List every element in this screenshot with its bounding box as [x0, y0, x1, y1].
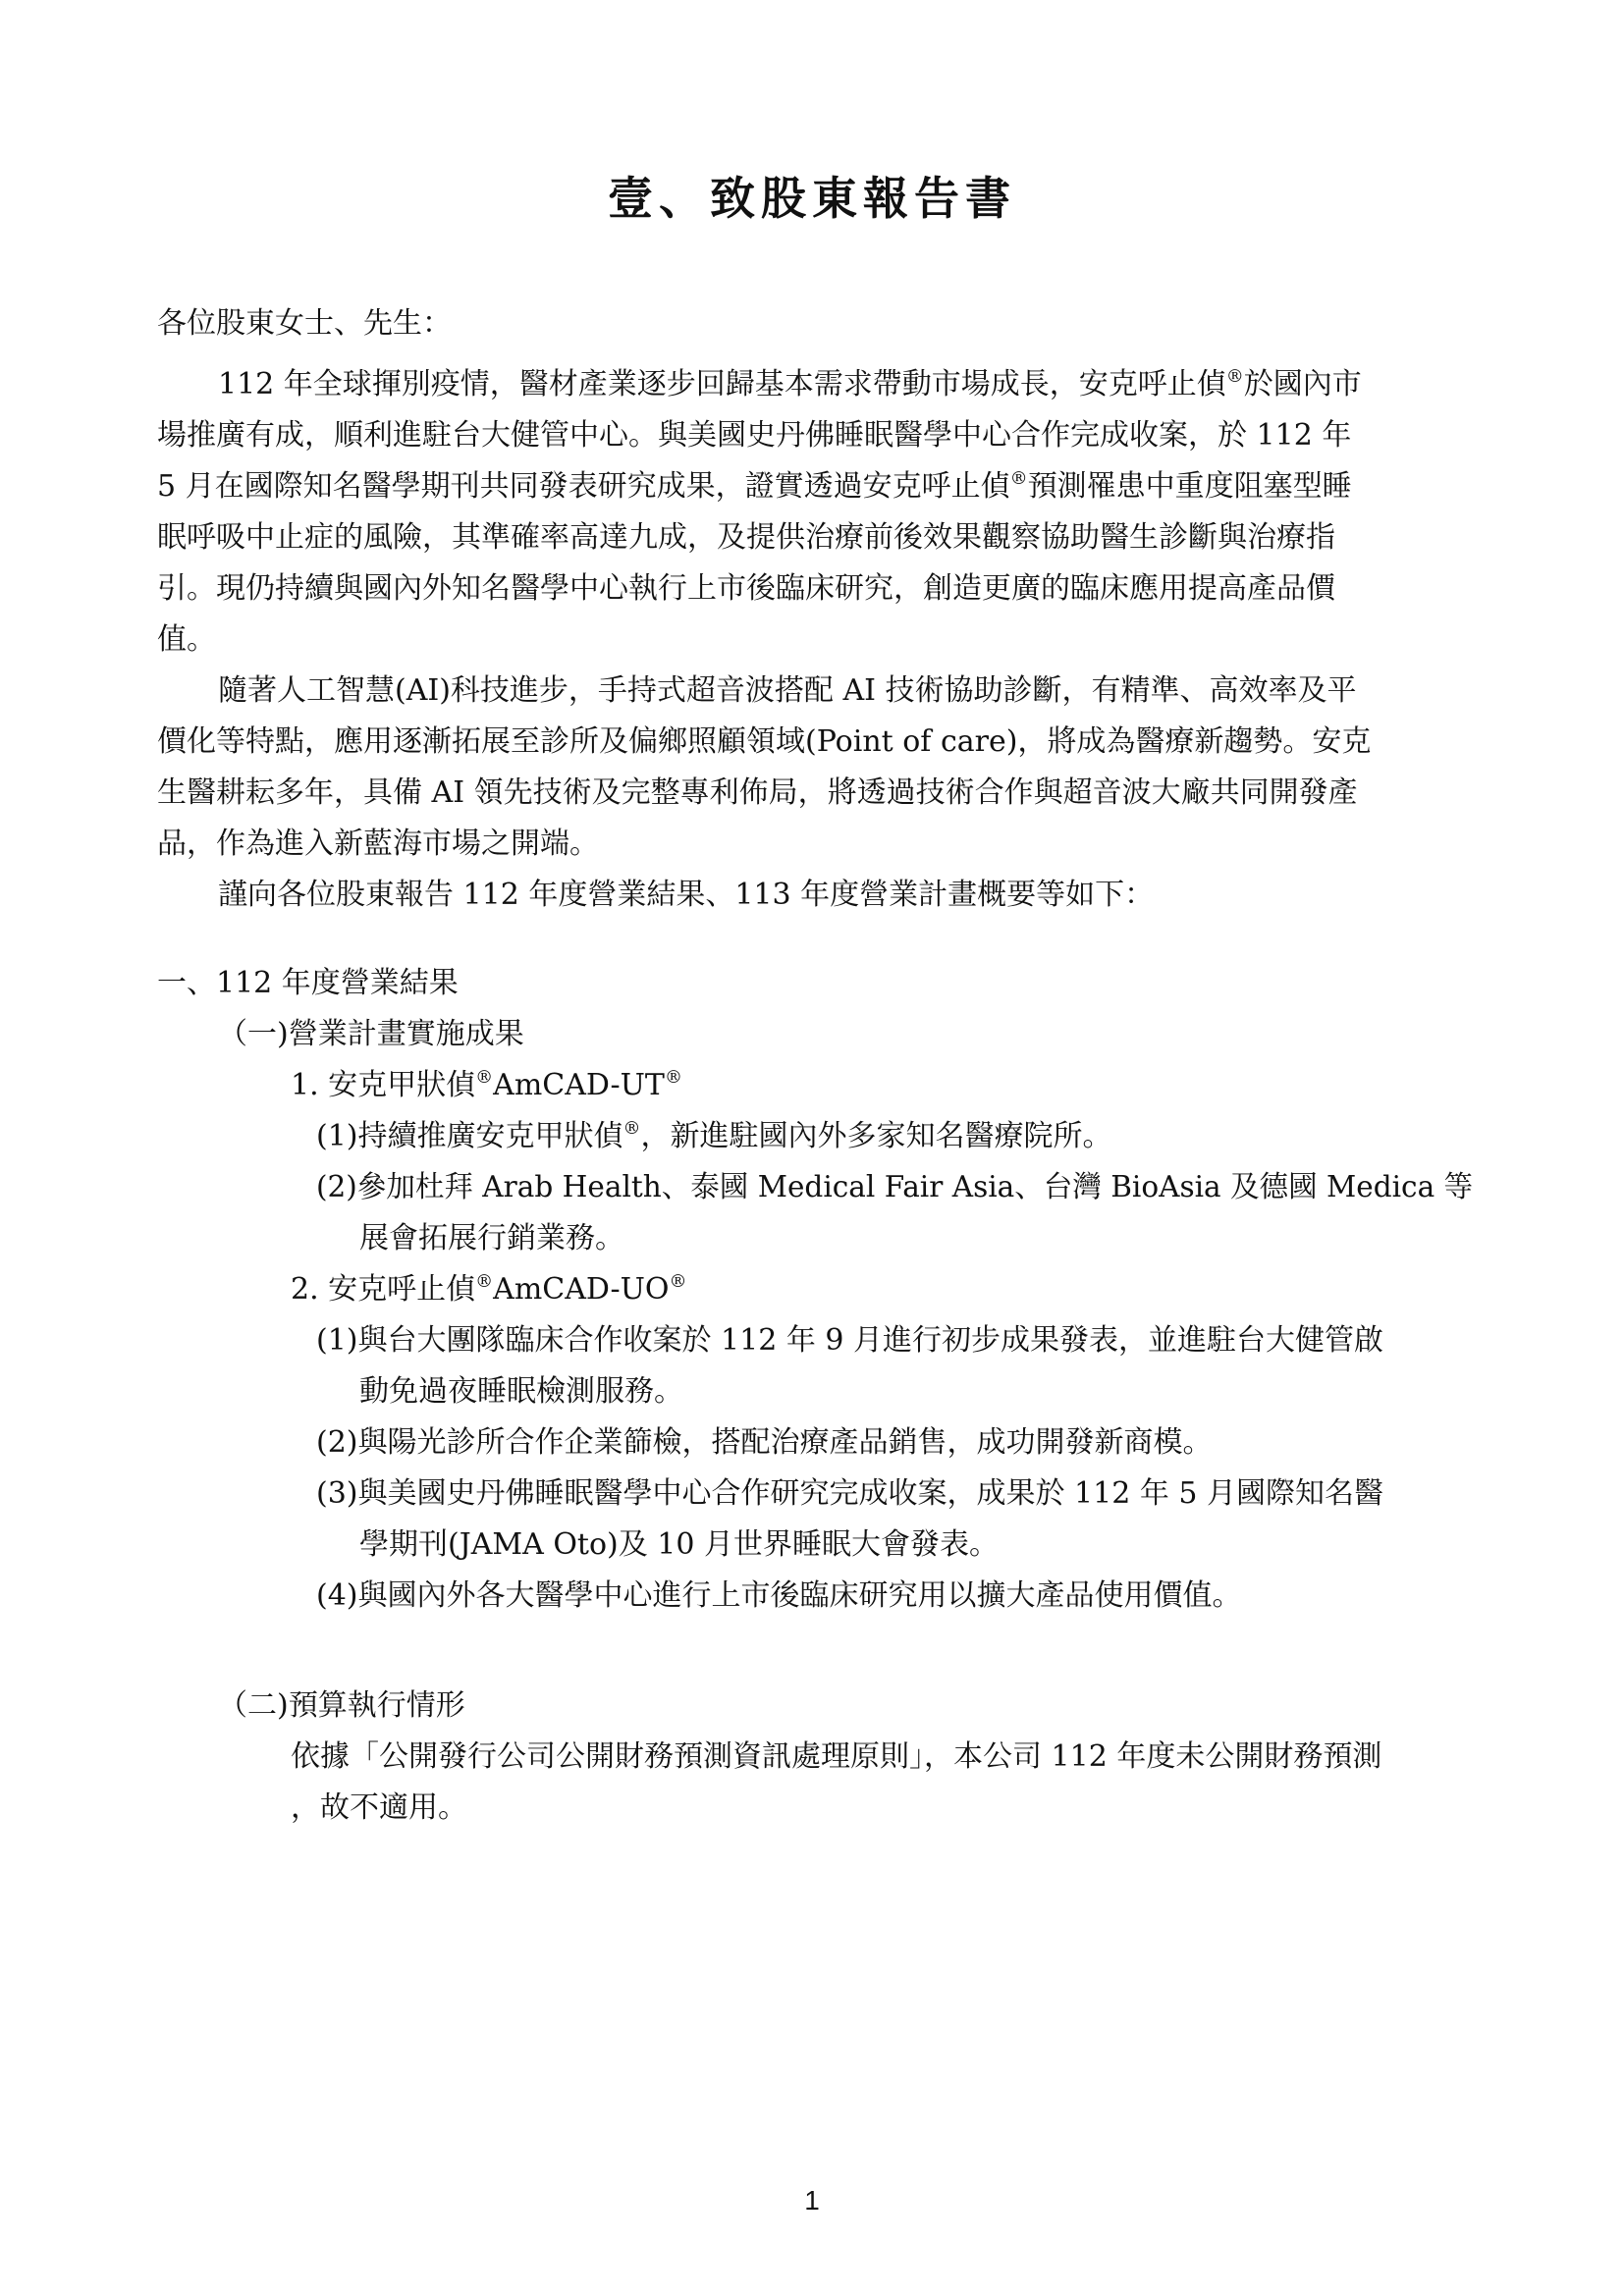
para2-line3: 生醫耕耘多年，具備 AI 領先技術及完整專利佈局，將透過技術合作與超音波大廠共同開發產 [157, 775, 1358, 810]
para2-line4: 品，作為進入新藍海市場之開端。 [157, 827, 599, 861]
registered-mark: ® [623, 1118, 641, 1139]
page-number: 1 [804, 2185, 820, 2216]
item1-point1: (1)持續推廣安克甲狀偵®，新進駐國內外多家知名醫療院所。 [316, 1118, 1112, 1153]
registered-mark: ® [669, 1271, 687, 1292]
para1-line1: 112 年全球揮別疫情，醫材產業逐步回歸基本需求帶動市場成長，安克呼止偵®於國內市 [218, 366, 1362, 401]
page-title: 壹、致股東報告書 [608, 172, 1016, 225]
para1-line4: 眠呼吸中止症的風險，其準確率高達九成，及提供治療前後效果觀察協助醫生診斷與治療指 [157, 520, 1335, 555]
item2-title: 2. 安克呼止偵®AmCAD-UO® [291, 1271, 687, 1307]
para3: 謹向各位股東報告 112 年度營業結果、113 年度營業計畫概要等如下： [218, 878, 1155, 912]
para1-line2: 場推廣有成，順利進駐台大健管中心。與美國史丹佛睡眠醫學中心合作完成收案，於 112 年 [157, 418, 1352, 453]
section1-sub1: （一)營業計畫實施成果 [218, 1017, 524, 1051]
para1-line3: 5 月在國際知名醫學期刊共同發表研究成果，證實透過安克呼止偵®預測罹患中重度阻塞型睡 [157, 468, 1352, 504]
item1-point2-line2: 展會拓展行銷業務。 [359, 1221, 624, 1255]
para1-line5: 引。現仍持續與國內外知名醫學中心執行上市後臨床研究，創造更廣的臨床應用提高產品價 [157, 571, 1335, 606]
budget-line2: ，故不適用。 [291, 1790, 467, 1825]
item1-point2-line1: (2)參加杜拜 Arab Health、泰國 Medical Fair Asia、台灣 BioAsia 及德國 Medica 等 [316, 1170, 1474, 1204]
item2-point4: (4)與國內外各大醫學中心進行上市後臨床研究用以擴大產品使用價值。 [316, 1578, 1242, 1613]
item2-point3-line2: 學期刊(JAMA Oto)及 10 月世界睡眠大會發表。 [359, 1527, 999, 1562]
registered-mark: ® [475, 1067, 494, 1088]
registered-mark: ® [664, 1067, 682, 1088]
item2-point2: (2)與陽光診所合作企業篩檢，搭配治療產品銷售，成功開發新商模。 [316, 1425, 1213, 1460]
item2-point1-line2: 動免過夜睡眠檢測服務。 [359, 1374, 683, 1409]
registered-mark: ® [475, 1271, 494, 1292]
para2-line2: 價化等特點，應用逐漸拓展至診所及偏鄉照顧領域(Point of care)，將成為醫療新趨勢。安克 [157, 724, 1372, 759]
section1-heading: 一、112 年度營業結果 [157, 966, 459, 1000]
para2-line1: 隨著人工智慧(AI)科技進步，手持式超音波搭配 AI 技術協助診斷，有精準、高效率及平 [218, 673, 1357, 708]
item2-point1-line1: (1)與台大團隊臨床合作收案於 112 年 9 月進行初步成果發表，並進駐台大健管啟 [316, 1323, 1383, 1358]
item1-title: 1. 安克甲狀偵®AmCAD-UT® [291, 1067, 682, 1102]
registered-mark: ® [1009, 468, 1028, 489]
item2-point3-line1: (3)與美國史丹佛睡眠醫學中心合作研究完成收案，成果於 112 年 5 月國際知名醫 [316, 1476, 1383, 1511]
para1-line6: 值。 [157, 622, 216, 657]
salutation: 各位股東女士、先生： [157, 306, 452, 341]
section1-sub2: （二)預算執行情形 [218, 1688, 465, 1723]
registered-mark: ® [1225, 366, 1244, 387]
budget-line1: 依據「公開發行公司公開財務預測資訊處理原則」，本公司 112 年度未公開財務預測 [291, 1739, 1382, 1774]
